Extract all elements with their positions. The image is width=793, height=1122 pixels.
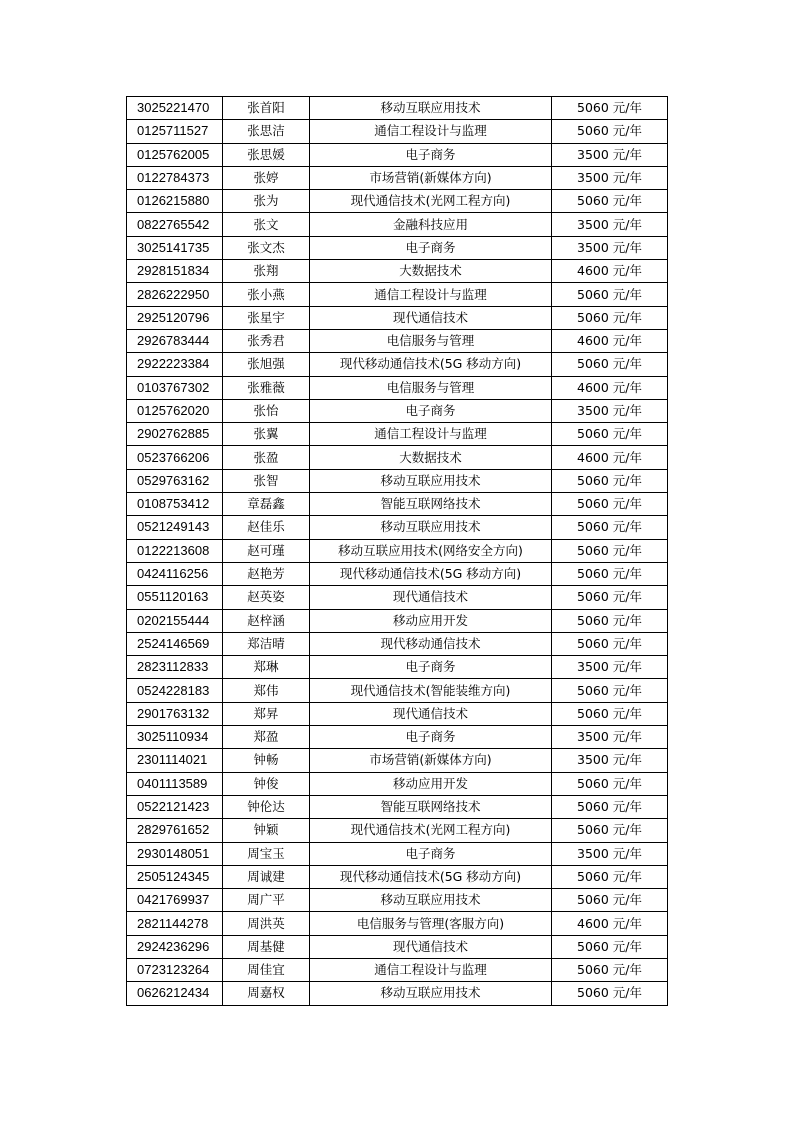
tuition-fee-cell: 5060 元/年: [552, 97, 668, 120]
student-name-cell: 周洪英: [223, 912, 310, 935]
table-row: [127, 935, 668, 958]
table-row: [127, 423, 668, 446]
student-id-cell: 0122784373: [127, 166, 223, 189]
student-id-cell: 2821144278: [127, 912, 223, 935]
major-cell: 电子商务: [310, 399, 552, 422]
student-name-cell: 郑洁晴: [223, 632, 310, 655]
student-id-cell: 0524228183: [127, 679, 223, 702]
major-cell: 移动应用开发: [310, 772, 552, 795]
student-id-cell: 0125711527: [127, 120, 223, 143]
student-id-cell: 2925120796: [127, 306, 223, 329]
student-name-cell: 郑盈: [223, 726, 310, 749]
tuition-fee-cell: 5060 元/年: [552, 795, 668, 818]
student-name-cell: 张翔: [223, 260, 310, 283]
student-id-cell: 2826222950: [127, 283, 223, 306]
major-cell: 电子商务: [310, 656, 552, 679]
table-row: [127, 399, 668, 422]
table-row: [127, 539, 668, 562]
student-name-cell: 周宝玉: [223, 842, 310, 865]
table-row: [127, 353, 668, 376]
table-row: [127, 865, 668, 888]
table-row: [127, 306, 668, 329]
table-row: [127, 97, 668, 120]
student-name-cell: 张盈: [223, 446, 310, 469]
table-row: [127, 679, 668, 702]
tuition-fee-cell: 5060 元/年: [552, 679, 668, 702]
student-id-cell: 2823112833: [127, 656, 223, 679]
tuition-fee-cell: 5060 元/年: [552, 306, 668, 329]
tuition-fee-cell: 5060 元/年: [552, 469, 668, 492]
table-row: [127, 516, 668, 539]
major-cell: 通信工程设计与监理: [310, 958, 552, 981]
table-row: [127, 190, 668, 213]
tuition-fee-cell: 5060 元/年: [552, 772, 668, 795]
student-name-cell: 赵佳乐: [223, 516, 310, 539]
table-row: [127, 842, 668, 865]
major-cell: 金融科技应用: [310, 213, 552, 236]
student-id-cell: 0626212434: [127, 982, 223, 1005]
student-name-cell: 章磊鑫: [223, 493, 310, 516]
tuition-fee-cell: 5060 元/年: [552, 539, 668, 562]
student-id-cell: 0125762005: [127, 143, 223, 166]
major-cell: 移动应用开发: [310, 609, 552, 632]
student-name-cell: 周基健: [223, 935, 310, 958]
student-name-cell: 张星宇: [223, 306, 310, 329]
table-row: [127, 609, 668, 632]
tuition-fee-cell: 4600 元/年: [552, 446, 668, 469]
tuition-fee-cell: 5060 元/年: [552, 586, 668, 609]
table-row: [127, 143, 668, 166]
student-id-cell: 0122213608: [127, 539, 223, 562]
tuition-fee-cell: 3500 元/年: [552, 399, 668, 422]
tuition-fee-cell: 3500 元/年: [552, 842, 668, 865]
major-cell: 市场营销(新媒体方向): [310, 166, 552, 189]
student-id-cell: 2926783444: [127, 329, 223, 352]
student-name-cell: 张秀君: [223, 329, 310, 352]
major-cell: 电子商务: [310, 143, 552, 166]
student-name-cell: 钟颖: [223, 819, 310, 842]
table-row: [127, 819, 668, 842]
major-cell: 移动互联应用技术: [310, 516, 552, 539]
major-cell: 电信服务与管理: [310, 376, 552, 399]
table-row: [127, 236, 668, 259]
tuition-fee-cell: 5060 元/年: [552, 283, 668, 306]
student-name-cell: 张小燕: [223, 283, 310, 306]
table-row: [127, 982, 668, 1005]
tuition-fee-cell: 4600 元/年: [552, 376, 668, 399]
student-name-cell: 钟伦达: [223, 795, 310, 818]
student-id-cell: 0126215880: [127, 190, 223, 213]
student-id-cell: 2301114021: [127, 749, 223, 772]
student-id-cell: 0108753412: [127, 493, 223, 516]
student-id-cell: 0521249143: [127, 516, 223, 539]
tuition-fee-cell: 5060 元/年: [552, 609, 668, 632]
tuition-fee-cell: 5060 元/年: [552, 120, 668, 143]
student-name-cell: 赵艳芳: [223, 562, 310, 585]
table-row: [127, 889, 668, 912]
student-name-cell: 张首阳: [223, 97, 310, 120]
major-cell: 现代通信技术: [310, 935, 552, 958]
student-id-cell: 3025141735: [127, 236, 223, 259]
tuition-fee-cell: 5060 元/年: [552, 958, 668, 981]
student-id-cell: 2922223384: [127, 353, 223, 376]
student-id-cell: 0401113589: [127, 772, 223, 795]
table-row: [127, 446, 668, 469]
student-id-cell: 0723123264: [127, 958, 223, 981]
student-id-cell: 3025110934: [127, 726, 223, 749]
table-row: [127, 749, 668, 772]
tuition-fee-cell: 4600 元/年: [552, 260, 668, 283]
student-id-cell: 2901763132: [127, 702, 223, 725]
major-cell: 现代移动通信技术(5G 移动方向): [310, 562, 552, 585]
tuition-fee-cell: 3500 元/年: [552, 143, 668, 166]
student-name-cell: 张智: [223, 469, 310, 492]
student-name-cell: 赵英姿: [223, 586, 310, 609]
major-cell: 通信工程设计与监理: [310, 423, 552, 446]
major-cell: 现代通信技术(智能装维方向): [310, 679, 552, 702]
tuition-fee-table: [126, 96, 668, 1006]
tuition-fee-cell: 5060 元/年: [552, 353, 668, 376]
table-row: [127, 912, 668, 935]
student-name-cell: 郑伟: [223, 679, 310, 702]
student-id-cell: 0529763162: [127, 469, 223, 492]
student-id-cell: 0424116256: [127, 562, 223, 585]
student-id-cell: 2930148051: [127, 842, 223, 865]
table-row: [127, 632, 668, 655]
student-name-cell: 钟俊: [223, 772, 310, 795]
major-cell: 移动互联应用技术: [310, 97, 552, 120]
tuition-fee-cell: 3500 元/年: [552, 166, 668, 189]
tuition-fee-cell: 5060 元/年: [552, 562, 668, 585]
major-cell: 移动互联应用技术: [310, 982, 552, 1005]
major-cell: 电信服务与管理(客服方向): [310, 912, 552, 935]
table-row: [127, 958, 668, 981]
table-row: [127, 120, 668, 143]
table-row: [127, 656, 668, 679]
major-cell: 现代通信技术: [310, 306, 552, 329]
table-row: [127, 726, 668, 749]
student-id-cell: 0551120163: [127, 586, 223, 609]
major-cell: 现代通信技术(光网工程方向): [310, 819, 552, 842]
table-row: [127, 772, 668, 795]
student-id-cell: 2902762885: [127, 423, 223, 446]
table-body: [127, 97, 668, 1006]
student-name-cell: 赵梓涵: [223, 609, 310, 632]
student-id-cell: 2524146569: [127, 632, 223, 655]
major-cell: 通信工程设计与监理: [310, 120, 552, 143]
tuition-fee-cell: 3500 元/年: [552, 213, 668, 236]
major-cell: 智能互联网络技术: [310, 493, 552, 516]
major-cell: 电子商务: [310, 842, 552, 865]
tuition-fee-cell: 5060 元/年: [552, 423, 668, 446]
major-cell: 现代移动通信技术: [310, 632, 552, 655]
student-id-cell: 2829761652: [127, 819, 223, 842]
student-id-cell: 3025221470: [127, 97, 223, 120]
tuition-fee-cell: 5060 元/年: [552, 190, 668, 213]
student-name-cell: 赵可瑾: [223, 539, 310, 562]
student-id-cell: 0523766206: [127, 446, 223, 469]
student-id-cell: 2928151834: [127, 260, 223, 283]
major-cell: 大数据技术: [310, 446, 552, 469]
table-row: [127, 166, 668, 189]
tuition-fee-cell: 3500 元/年: [552, 236, 668, 259]
major-cell: 电信服务与管理: [310, 329, 552, 352]
tuition-fee-cell: 5060 元/年: [552, 935, 668, 958]
major-cell: 现代通信技术: [310, 702, 552, 725]
student-id-cell: 2505124345: [127, 865, 223, 888]
student-id-cell: 0522121423: [127, 795, 223, 818]
student-name-cell: 周诚建: [223, 865, 310, 888]
student-name-cell: 张怡: [223, 399, 310, 422]
major-cell: 现代通信技术: [310, 586, 552, 609]
tuition-fee-cell: 4600 元/年: [552, 329, 668, 352]
student-id-cell: 0421769937: [127, 889, 223, 912]
table-row: [127, 329, 668, 352]
tuition-fee-cell: 5060 元/年: [552, 982, 668, 1005]
tuition-fee-cell: 5060 元/年: [552, 865, 668, 888]
tuition-fee-cell: 3500 元/年: [552, 749, 668, 772]
table-row: [127, 493, 668, 516]
table-row: [127, 562, 668, 585]
tuition-fee-cell: 5060 元/年: [552, 819, 668, 842]
tuition-fee-cell: 5060 元/年: [552, 516, 668, 539]
table-row: [127, 260, 668, 283]
student-name-cell: 张文: [223, 213, 310, 236]
student-name-cell: 张婷: [223, 166, 310, 189]
student-name-cell: 张文杰: [223, 236, 310, 259]
student-name-cell: 张思媛: [223, 143, 310, 166]
student-name-cell: 周广平: [223, 889, 310, 912]
major-cell: 智能互联网络技术: [310, 795, 552, 818]
student-name-cell: 张思洁: [223, 120, 310, 143]
student-name-cell: 周嘉权: [223, 982, 310, 1005]
major-cell: 移动互联应用技术(网络安全方向): [310, 539, 552, 562]
student-name-cell: 张为: [223, 190, 310, 213]
tuition-fee-cell: 4600 元/年: [552, 912, 668, 935]
tuition-fee-cell: 5060 元/年: [552, 702, 668, 725]
tuition-fee-cell: 5060 元/年: [552, 493, 668, 516]
student-id-cell: 2924236296: [127, 935, 223, 958]
student-name-cell: 郑昇: [223, 702, 310, 725]
table-row: [127, 586, 668, 609]
student-id-cell: 0822765542: [127, 213, 223, 236]
table-row: [127, 213, 668, 236]
student-id-cell: 0103767302: [127, 376, 223, 399]
student-name-cell: 郑琳: [223, 656, 310, 679]
major-cell: 通信工程设计与监理: [310, 283, 552, 306]
student-name-cell: 张翼: [223, 423, 310, 446]
student-id-cell: 0202155444: [127, 609, 223, 632]
tuition-fee-cell: 5060 元/年: [552, 889, 668, 912]
student-name-cell: 钟畅: [223, 749, 310, 772]
student-name-cell: 张旭强: [223, 353, 310, 376]
major-cell: 移动互联应用技术: [310, 469, 552, 492]
table-row: [127, 376, 668, 399]
table-row: [127, 795, 668, 818]
major-cell: 电子商务: [310, 236, 552, 259]
table-row: [127, 702, 668, 725]
tuition-fee-cell: 5060 元/年: [552, 632, 668, 655]
student-name-cell: 周佳宜: [223, 958, 310, 981]
major-cell: 移动互联应用技术: [310, 889, 552, 912]
major-cell: 现代移动通信技术(5G 移动方向): [310, 353, 552, 376]
major-cell: 市场营销(新媒体方向): [310, 749, 552, 772]
student-name-cell: 张雅薇: [223, 376, 310, 399]
tuition-fee-cell: 3500 元/年: [552, 656, 668, 679]
major-cell: 现代通信技术(光网工程方向): [310, 190, 552, 213]
student-id-cell: 0125762020: [127, 399, 223, 422]
tuition-fee-cell: 3500 元/年: [552, 726, 668, 749]
table-row: [127, 469, 668, 492]
major-cell: 现代移动通信技术(5G 移动方向): [310, 865, 552, 888]
major-cell: 大数据技术: [310, 260, 552, 283]
table-row: [127, 283, 668, 306]
major-cell: 电子商务: [310, 726, 552, 749]
